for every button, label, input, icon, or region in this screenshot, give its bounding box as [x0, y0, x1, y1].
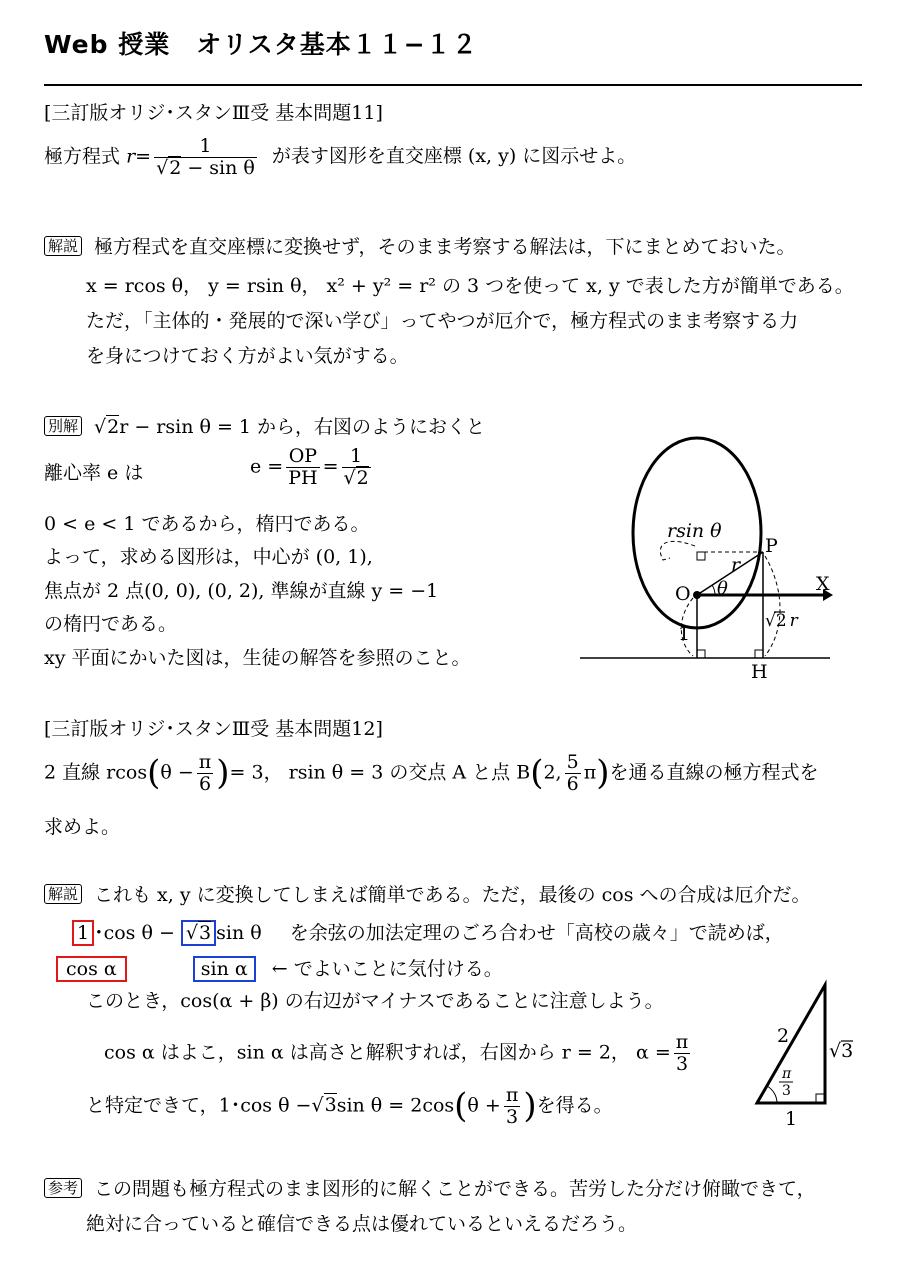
p-label: P: [765, 535, 778, 557]
solution12-line6: と特定できて，1･cos θ −√3sin θ = 2cos(θ + $\frac{\pi}{3}$ )を得る。: [86, 1084, 613, 1128]
q-r: r: [126, 145, 136, 168]
q-fraction: [154, 136, 257, 179]
problem12-question-line1: 2 直線 rcos(θ − $\frac{\pi}{6}$ )= 3， rsin θ = 3 の交点 A と点 B(2, $\frac{5}{6}$ π)を通る直線の極方程式を: [44, 751, 819, 795]
r-label: r: [731, 554, 741, 576]
solution12-line4: このとき，cos(α + β) の右辺がマイナスであることに注意しよう。: [86, 990, 664, 1012]
reference-tag: 参考: [44, 1178, 82, 1198]
rsin-label: rsin θ: [667, 520, 722, 542]
hyp-label: 2: [777, 1025, 790, 1047]
alt-line5: 焦点が 2 点(0, 0), (0, 2), 準線が直線 y = −1: [44, 580, 439, 602]
reference-line1: 参考 この問題も極方程式のまま図形的に解くことができる。苦労した分だけ俯瞰できて，: [44, 1178, 816, 1201]
blue-box-sqrt3: √3: [181, 920, 216, 946]
alt-line3: 0 < e < 1 であるから，楕円である。: [44, 513, 370, 535]
x-label: X: [816, 573, 830, 595]
theta-label: θ: [717, 578, 728, 599]
problem12-question-line2: 求めよ。: [44, 816, 121, 838]
solution11-line4: を身につけておく方がよい気がする。: [86, 345, 409, 367]
rsin-brace: [660, 541, 695, 560]
sqrt2r-label: √2 r: [765, 611, 798, 631]
h-label: H: [751, 661, 768, 683]
solution12-line2: 1 ･cos θ − √3 sin θ を余弦の加法定理のごろ合わせ「高校の歳々」で読めば，: [72, 922, 784, 945]
angle-pi: π: [782, 1066, 792, 1082]
alt-line4: よって，求める図形は，中心が (0, 1),: [44, 546, 373, 568]
alt-tag: 別解: [44, 416, 82, 436]
alt-line1: 別解 √2r − rsin θ = 1 から，右図のようにおくと: [44, 416, 485, 439]
red-box-cos: cos α: [56, 956, 127, 982]
alt-line2-label: 離心率 e は: [44, 462, 144, 484]
right-angle-mark: [755, 650, 763, 658]
alt-line7: xy 平面にかいた図は，生徒の解答を参照のこと。: [44, 647, 471, 669]
title-rule: [44, 84, 862, 86]
sqrt2r-brace: [765, 556, 780, 656]
solution11-line3: ただ，「主体的・発展的で深い学び」ってやつが厄介で，極方程式のまま考察する力: [86, 310, 799, 332]
solution12-line1: 解説 これも x, y に変換してしまえば簡単である。ただ，最後の cos への合成は厄介だ。: [44, 884, 811, 907]
q-eq: =: [135, 145, 152, 168]
o-label: O: [675, 583, 691, 605]
alt-eccentricity: e = $\frac{OP}{PH}$ = $\frac{1}{√2}$: [250, 445, 369, 489]
solution11-line2: x = rcos θ， y = rsin θ， x² + y² = r² の 3 つを使って x, y で表した方が簡単である。: [86, 275, 854, 297]
q-num: 1: [154, 136, 257, 158]
angle-three: 3: [782, 1083, 791, 1099]
page-title: Web 授業 オリスタ基本１１−１２: [44, 30, 478, 59]
q-pre: 極方程式: [44, 145, 121, 168]
right-angle-mark: [697, 650, 705, 658]
problem11-question: [44, 136, 636, 179]
right-triangle: [757, 985, 825, 1103]
q-post: が表す図形を直交座標 (x, y) に図示せよ。: [271, 145, 637, 168]
solution-tag: 解説: [44, 236, 82, 256]
q-den: √2 − sin θ: [156, 156, 255, 179]
problem11-source: [三訂版オリジ･スタンⅢ受 基本問題11]: [44, 102, 383, 124]
base-label: 1: [785, 1108, 798, 1130]
ellipse-figure: [575, 430, 835, 690]
solution11-line1: 解説 極方程式を直交座標に変換せず，そのまま考察する解法は，下にまとめておいた。: [44, 236, 796, 259]
blue-box-sin: sin α: [193, 956, 256, 982]
radius-line: [697, 552, 763, 595]
right-angle-mark: [697, 552, 705, 560]
vert-label: √3: [829, 1040, 854, 1062]
triangle-figure: [745, 975, 875, 1135]
alt-line6: の楕円である。: [44, 613, 178, 635]
red-box-one: 1: [72, 920, 94, 946]
solution12-line3: cos α sin α ← でよいことに気付ける。: [56, 958, 503, 981]
angle-arc: [767, 1086, 777, 1103]
problem12-source: [三訂版オリジ･スタンⅢ受 基本問題12]: [44, 718, 383, 740]
solution12-line5: cos α はよこ，sin α は高さと解釈すれば，右図から r = 2， α = $\frac{\pi}{3}$: [104, 1031, 689, 1075]
solution-tag: 解説: [44, 884, 82, 904]
reference-line2: 絶対に合っていると確信できる点は優れているといえるだろう。: [86, 1213, 638, 1235]
one-label: 1: [678, 623, 691, 645]
